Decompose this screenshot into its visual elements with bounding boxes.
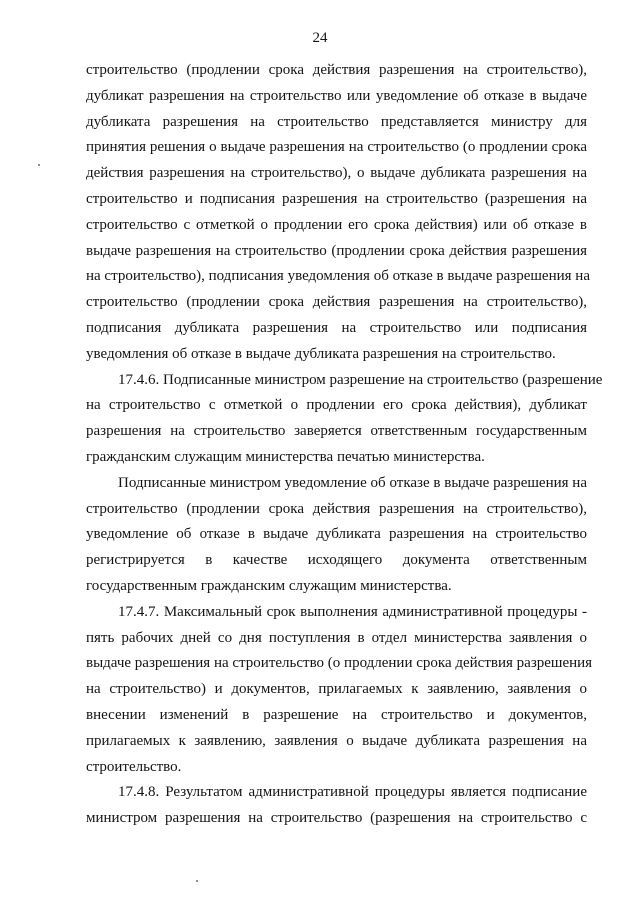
paragraph-continuation: [86, 58, 590, 368]
text-line: государственным гражданским служащим министерства.: [86, 577, 452, 594]
text-line: на строительство) и документов, прилагаемых к заявлению, заявления о: [86, 681, 587, 698]
text-line: 17.4.6. Подписанные министром разрешение на строительство (разрешение: [118, 371, 603, 388]
paragraph-17-4-7: [86, 600, 593, 781]
text-line: выдаче разрешения на строительство (продлении срока действия разрешения: [86, 242, 587, 259]
text-line: разрешения на строительство заверяется ответственным государственным: [86, 423, 587, 440]
page-number: 24: [312, 30, 328, 46]
text-line: регистрируется в качестве исходящего документа ответственным: [86, 552, 587, 569]
scan-speck: [38, 164, 40, 166]
scan-speck: [196, 880, 198, 882]
text-line: строительство с отметкой о продлении его срока действия) или об отказе в: [86, 216, 587, 233]
text-line: внесении изменений в разрешение на строительство и документов,: [86, 706, 587, 723]
text-line: уведомления об отказе в выдаче дубликата разрешения на строительство.: [86, 345, 556, 362]
text-line: 17.4.7. Максимальный срок выполнения административной процедуры -: [118, 603, 587, 620]
text-line: дубликат разрешения на строительство или уведомление об отказе в выдаче: [86, 87, 587, 104]
text-line: строительство и подписания разрешения на строительство (разрешения на: [86, 190, 587, 207]
text-line: гражданским служащим министерства печатью министерства.: [86, 448, 485, 465]
text-line: строительство (продлении срока действия разрешения на строительство),: [86, 500, 587, 517]
text-line: прилагаемых к заявлению, заявления о выдаче дубликата разрешения на: [86, 732, 587, 749]
paragraph-refusal-registration: [86, 471, 587, 600]
text-line: уведомление об отказе в выдаче дубликата разрешения на строительство: [86, 526, 587, 543]
text-line: строительство.: [86, 758, 182, 775]
text-line: принятия решения о выдаче разрешения на строительство (о продлении срока: [86, 139, 587, 156]
document-body: [86, 58, 603, 832]
text-line: выдаче разрешения на строительство (о продлении срока действия разрешения: [86, 655, 593, 672]
text-line: строительство (продлении срока действия разрешения на строительство),: [86, 294, 587, 311]
text-line: строительство (продлении срока действия разрешения на строительство),: [86, 62, 587, 78]
text-line: пять рабочих дней со дня поступления в отдел министерства заявления о: [86, 629, 587, 646]
text-line: дубликата разрешения на строительство представляется министру для: [86, 113, 587, 130]
text-line: на строительство с отметкой о продлении его срока действия), дубликат: [86, 397, 587, 414]
paragraph-17-4-6: [86, 368, 603, 471]
text-line: действия разрешения на строительство), о выдаче дубликата разрешения на: [86, 165, 587, 182]
text-line: подписания дубликата разрешения на строительство или подписания: [86, 319, 587, 336]
text-line: Подписанные министром уведомление об отказе в выдаче разрешения на: [118, 474, 587, 491]
text-line: на строительство), подписания уведомления об отказе в выдаче разрешения на: [86, 268, 590, 285]
paragraph-17-4-8: [86, 780, 587, 832]
text-line: министром разрешения на строительство (разрешения на строительство с: [86, 810, 587, 827]
text-line: 17.4.8. Результатом административной процедуры является подписание: [118, 784, 587, 801]
